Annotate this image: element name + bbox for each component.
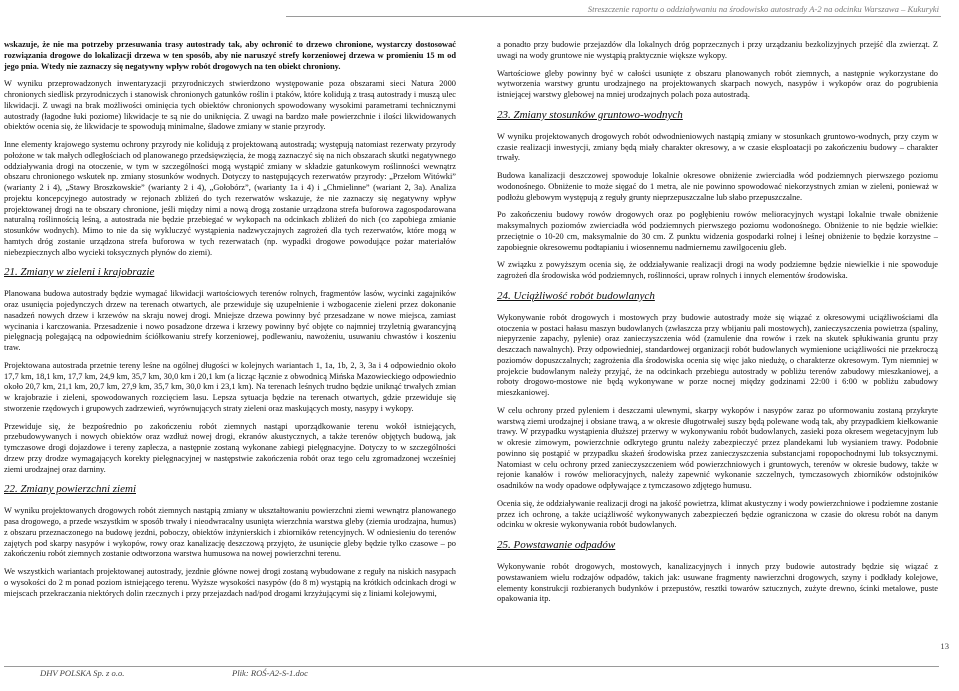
- paragraph: W wyniku przeprowadzonych inwentaryzacji przyrodniczych stwierdzono występowanie poza obszarami sieci Natura 2000 chronionych siedlisk przyrodniczych i stanowisk chronionych gatunków roślin i ptaków, które kolidują z trasą autostrady i muszą ulec likwidacji. Z uwagi na brak możliwości ominięcia tych obiektów chronionych spowodowany wysokimi parametrami technicznymi autostrady (łagodne łuki poziome) likwidacje te są nie do uniknięcia. Z uwagi na bardzo małe powierzchnie i ilości likwidowanych obiektów ocenia się, że likwidacje te spowodują minimalne, śladowe zmiany w stanie przyrody.: [4, 79, 456, 132]
- paragraph: W wyniku projektowanych drogowych robót odwodnieniowych nastąpią zmiany w stosunkach gruntowo-wodnych, przy czym w czasie realizacji inwestycji, zmiany będą miały charakter okresowy, a w czasie eksploatacji po zakończeniu budowy – charakter trwały.: [497, 131, 938, 163]
- paragraph: Projektowana autostrada przetnie tereny leśne na ogólnej długości w kolejnych wariantach 1, 1a, 1b, 2, 3, 3a i 4 odpowiednio około 17,7 km, 18,1 km, 17,7 km, 24,9 km, 35,7 km, 30,0 km i 20,1 km (a licząc łącznie z obwodnicą Mińska Mazowieckiego odpowiednio około 20,7 km, 21,1 km, 20,7 km, 27,9 km, 35,7 km, 30,0 km i 23,1 km). Na terenach leśnych trudno będzie uniknąć trwałych zmian w krajobrazie i zieleni, spowodowanych rozcięciem lasu. Lepsza sytuacja będzie na terenach otwartych, gdzie przewiduje się stworzenie rzędowych i grupowych zadrzewień, wyrównujących straty zieleni oraz maskujących mosty, nasypy i wykopy.: [4, 360, 456, 413]
- left-column: [4, 40, 456, 606]
- paragraph: Ocenia się, że oddziaływanie realizacji drogi na jakość powietrza, klimat akustyczny i wody powierzchniowe i podziemne zostanie przez ich ochronę, a także uciążliwość wykonywanych zabezpieczeń będzie ograniczona w czasie do okresu robót na danym odcinku w okresie wykonywania robót budowlanych.: [497, 498, 938, 530]
- page-header: [0, 0, 959, 32]
- paragraph: wskazuje, że nie ma potrzeby przesuwania trasy autostrady tak, aby ochronić to drzewo chronione, wystarczy dostosować rozwiązania drogowe do lokalizacji drzewa w ten sposób, aby nie naruszyć strefy korzeniowej drzewa w promieniu 15 m od jego pnia. Wtedy nie zaznaczy się negatywny wpływ robót drogowych na ten obiekt chroniony.: [4, 40, 456, 71]
- footer-filename: Plik: ROŚ-A2-S-1.doc: [232, 668, 308, 678]
- page-footer: [0, 641, 959, 691]
- paragraph: Wartościowe gleby powinny być w całości usunięte z obszaru planowanych robót ziemnych, a następnie wykorzystane do wytworzenia warstwy gruntu urodzajnego na projektowanych skarpach nowych, nasypów i wykopów oraz do pogrubienia istniejącej warstwy glebowej na mniej urodzajnych polach poza autostradą.: [497, 68, 938, 99]
- section-heading-25: 25. Powstawanie odpadów: [497, 539, 616, 551]
- paragraph: Wykonywanie robót drogowych, mostowych, kanalizacyjnych i innych przy budowie autostrady będzie się wiązać z powstawaniem wielu rodzajów odpadów, takich jak: usuwane fragmenty nawierzchni drogowych, szyny i podkłady kolejowe, elementy konstrukcji rozbieranych budynków i przepustów, resztki towarów sztucznych, zużyte drewno, ścinki metalowe, puste opakowania itp.: [497, 562, 938, 604]
- right-column: [497, 40, 938, 612]
- paragraph: Inne elementy krajowego systemu ochrony przyrody nie kolidują z projektowaną autostradą; występują natomiast rezerwaty przyrody położone w tak małych odległościach od planowanego przedsięwzięcia, że mogą zaznaczyć się na nich obszarach skutki negatywnego oddziaływania drogi na otoczenie, w tym w szczególności mogą wystąpić zmiany w składzie gatunkowym roślinności wewnątrz obszaru chronionego wskutek np. zmiany stosunków wodnych. Dotyczy to następujących rezerwatów przyrody: „Przełom Witówki” (warianty 2 i 4), „Stawy Broszkowskie” (warianty 2 i 4), „Gołobórz”, (warianty 1a i 4) i „Chmielinne” (wariant 2, 3a). Analiza projektu koncepcyjnego autostrady w rejonach zbliżeń do tych rezerwatów wskazuje, że nie zaznaczy się negatywny wpływ projektowanej drogi na te obszary chronione, jeśli między nimi a nową drogą zostanie urządzona strefa buforowa zagospodarowana naturalną roślinnością leśną, a autostrada nie będzie przebiegać w wykopach na odcinkach zbliżeń do nich (co zapobiega zmianie stosunków wodnych). Mimo to nie da się wykluczyć wystąpienia nadzwyczajnych zagrożeń dla tych rezerwatów, które mogą w hamtych dróg zostanie urządzona strefa buforowa w tych rezerwatach (np. wypadki drogowe powodujące pożar materiałów niebezpiecznych albo wycieki toksycznych płynów do ziemi).: [4, 140, 456, 257]
- paragraph: Planowana budowa autostrady będzie wymagać likwidacji wartościowych terenów rolnych, fragmentów lasów, wycinki zagajników oraz usunięcia pojedynczych drzew na terenach otwartych, ale przewiduje się uzupełnienie i wzbogacenie zieleni przez dokonanie nasadzeń nowych drzew i krzewów na skraju nowej drogi. Mniejsze drzewa powinny być przesadzane w nowe miejsca, zamiast wycinania i karczowania. Przesadzenie i nowo posadzone drzewa i krzewy powinny być objęte co najmniej trzyletnią gwarancyjną pielęgnacją polegającą na odpowiednim ściółkowaniu strefy korzeniowej, podlewaniu, nawożeniu, usuwaniu chwastów i koszeniu traw.: [4, 289, 456, 352]
- paragraph: W związku z powyższym ocenia się, że oddziaływanie realizacji drogi na wody podziemne będzie niewielkie i nie spowoduje zagrożeń dla środowiska wód podziemnych, roślinności, upraw rolnych i innych elementów środowiska.: [497, 260, 938, 280]
- paragraph: Budowa kanalizacji deszczowej spowoduje lokalnie okresowe obniżenie zwierciadła wód podziemnych pierwszego poziomu wodonośnego. Obniżenie to może sięgać do 1 metra, ale nie powinno spowodować niekorzystnych zmian w zieleni, ponieważ w podłożu glebowym występują z reguły grunty nieprzepuszczalne lub słabo przepuszczalne.: [497, 171, 938, 202]
- paragraph: Wykonywanie robót drogowych i mostowych przy budowie autostrady może się wiązać z okresowymi uciążliwościami dla otoczenia w postaci hałasu maszyn budowlanych (zwłaszcza przy wbijaniu pali mostowych), zanieczyszczenia powietrza (spaliny, niepyrzenie zapachy, pylenie) oraz zanieczyszczenia wód (zamulenie dna rowów i rzek na skutek spłukiwania gruntu przy deszczach nawalnych). Przy odpowiedniej, standardowej organizacji robót budowlanych wymienione uciążliwości nie przekroczą poziomów dopuszczalnych; zagrożenia dla środowiska ocenia się więc jako niedużę, o charakterze okresowym. Tym niemniej w projekcie budowlanym należy przyjąć, że na odcinkach przebiegu autostrady w pobliżu terenów zabudowy mieszkaniowej, a roboty drogowo-mostowe nie będą wykonywane w porze nocnej między godzinami 22:00 i 6:00 w pobliżu zabudowy mieszkaniowej.: [497, 312, 938, 397]
- section-heading-21: 21. Zmiany w zieleni i krajobrazie: [4, 266, 155, 279]
- paragraph: Przewiduje się, że bezpośrednio po zakończeniu robót ziemnych nastąpi uporządkowanie terenu wokół istniejących, przebudowywanych i nowych obiektów oraz wzdłuż nowej drogi, ekranów akustycznych, a także terenów objętych budową, jak tymczasowe drogi dojazdowe i tereny zaplecza, a następnie zostaną wykonane zabiegi pielęgnacyjne. Dotyczy to w szczególności drzew przy drodze wymagających korekty pielęgnacyjnej w następstwie zakończenia robót oraz tego celu zgromadzonej wcześniej ziemi urodzajnej oraz darniny.: [4, 421, 456, 474]
- header-title: Streszczenie raportu o oddziaływaniu na środowisko autostrady A-2 na odcinku Warszawa – Kukuryki: [587, 4, 939, 14]
- footer-rule: [4, 666, 939, 667]
- section-heading-23: 23. Zmiany stosunków gruntowo-wodnych: [497, 108, 683, 121]
- section-heading-24: 24. Uciążliwość robót budowlanych: [497, 289, 655, 302]
- page-number: 13: [940, 641, 949, 651]
- paragraph: W wyniku projektowanych drogowych robót ziemnych nastąpią zmiany w ukształtowaniu powierzchni ziemi wewnątrz planowanego pasa drogowego, a przede wszystkim w sposób trwały i nieodwracalny usunięta wierzchnia warstwa gleby (ziemia urodzajna, humus) z obszaru przeznaczonego na budowę jezdni, poboczy, obiektów inżynierskich i zbiorników retencyjnych. W odniesieniu do terenów zajętych pod skarpy nasypów i wykopów, rowy oraz kanalizację deszczową przyjęto, że usunięcie gleby będzie tylko czasowe – po zakończeniu robót ziemnych zostanie odtworzona warstwa humusowa na nowej powierzchni terenu.: [4, 506, 456, 559]
- section-heading-22: 22. Zmiany powierzchni ziemi: [4, 483, 136, 496]
- header-rule: [286, 16, 941, 17]
- paragraph: We wszystkich wariantach projektowanej autostrady, jezdnie główne nowej drogi zostaną wybudowane z reguły na niskich nasypach o wysokości do 2 m ponad poziom istniejącego terenu. Wyższe wysokości nasypów (do 8 m) wystąpią na krótkich odcinkach drogi w miejscach przekraczania niektórych dolin rzecznych i przy przejazdach nad/pod drogami krzyżującymi się z liniami kolejowymi,: [4, 567, 456, 598]
- paragraph: a ponadto przy budowie przejazdów dla lokalnych dróg poprzecznych i przy urządzaniu bezkolizyjnych przejść dla zwierząt. Z uwagi na wody gruntowe nie wystąpią praktycznie większe wykopy.: [497, 40, 938, 60]
- paragraph: W celu ochrony przed pyleniem i deszczami ulewnymi, skarpy wykopów i nasypów zaraz po uformowaniu zostaną przykryte warstwą ziemi urodzajnej i obsiane trawą, a w okresie długotrwałej suszy będą polewane wodą tak, aby przypadkiem kiełkowanie trawy. W przypadku wystąpienia dłuższej przerwy w wykonywaniu robót budowlanych, zasieki poza okresem wegetacyjnym lub w okresie zimowym, powierzchnie odkrytego gruntu należy zabezpieczyć przez plandekami lub wysianiem trawy. Podobnie powinno się postąpić w przypadku skażeń środowiska przez zanieczyszczenia substancjami ropopochodnymi lub toksycznymi. Natomiast w celu ochrony przed zanieczyszczeniem wód powierzchniowych i gruntowych, terenów w okresie budowy, także w rejonie kanałów i rowów melioracyjnych, należy zapewnić wykonanie szczelnych, tymczasowych zbiorników odstojników osadników na wody opadowe odpływające z tymczasowo zdjętego humusu.: [497, 405, 938, 490]
- footer-company: DHV POLSKA Sp. z o.o.: [40, 668, 125, 678]
- paragraph: Po zakończeniu budowy rowów drogowych oraz po pogłębieniu rowów melioracyjnych wystąpi lokalnie trwałe obniżenie maksymalnych poziomów zwierciadła wód podziemnych pierwszego poziomu wodonośnego. Obniżenie to nie będzie wielkie: przeciętnie o 10-20 cm, maksymalnie do 30 cm. Z punktu widzenia gospodarki rolnej i leśnej obniżenie to będzie korzystne – zapobiegnie okresowemu podtapianiu i wiosennemu nadmiernemu zawilgoceniu gleb.: [497, 210, 938, 252]
